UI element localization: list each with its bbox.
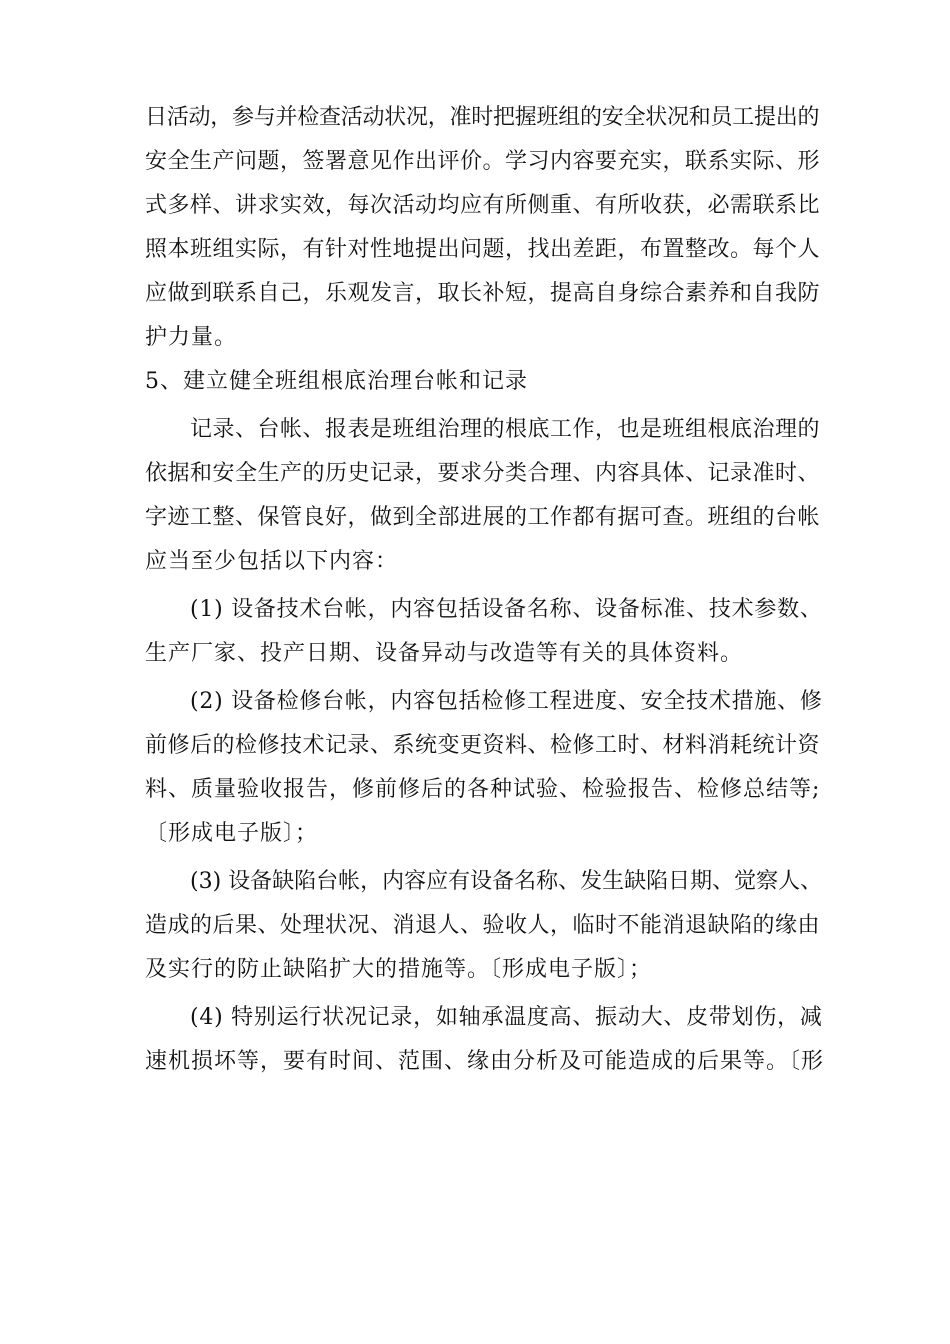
section-heading: 5、建立健全班组根底治理台帐和记录 [145, 369, 528, 394]
paragraph-line: 应当至少包括以下内容： [145, 549, 399, 574]
list-item-line: 速机损坏等，要有时间、范围、缘由分析及可能造成的后果等。〔形 [145, 1049, 825, 1074]
list-item-line: 〔形成电子版〕； [145, 821, 319, 846]
paragraph-line: 护力量。 [145, 325, 238, 350]
paragraph-line: 日活动，参与并检查活动状况，准时把握班组的安全状况和员工提出的 [145, 105, 820, 130]
list-item-line: 料、质量验收报告，修前修后的各种试验、检验报告、检修总结等; [145, 777, 821, 802]
list-item-line: (4) 特别运行状况记录，如轴承温度高、振动大、皮带划伤，减 [190, 1005, 823, 1030]
list-item-line: 及实行的防止缺陷扩大的措施等。〔形成电子版〕； [145, 957, 653, 982]
paragraph-line: 安全生产问题，签署意见作出评价。学习内容要充实，联系实际、形 [145, 149, 821, 174]
list-item-line: 造成的后果、处理状况、消退人、验收人，临时不能消退缺陷的缘由 [145, 913, 821, 938]
paragraph-line: 照本班组实际，有针对性地提出问题，找出差距，布置整改。每个人 [145, 237, 821, 262]
paragraph-line: 字迹工整、保管良好，做到全部进展的工作都有据可查。班组的台帐 [145, 505, 821, 530]
list-item-line: 生产厂家、投产日期、设备异动与改造等有关的具体资料。 [145, 641, 744, 666]
paragraph-line: 依据和安全生产的历史记录，要求分类合理、内容具体、记录准时、 [145, 461, 821, 486]
list-item-line: 前修后的检修技术记录、系统变更资料、检修工时、材料消耗统计资 [145, 733, 821, 758]
list-item-line: (2) 设备检修台帐，内容包括检修工程进度、安全技术措施、修 [190, 689, 823, 714]
list-item-line: (3) 设备缺陷台帐，内容应有设备名称、发生缺陷日期、觉察人、 [190, 869, 823, 894]
paragraph-line: 记录、台帐、报表是班组治理的根底工作，也是班组根底治理的 [190, 417, 821, 442]
paragraph-line: 式多样、讲求实效，每次活动均应有所侧重、有所收获，必需联系比 [145, 193, 821, 218]
paragraph-line: 应做到联系自己，乐观发言，取长补短，提高自身综合素养和自我防 [145, 281, 821, 306]
list-item-line: (1) 设备技术台帐，内容包括设备名称、设备标准、技术参数、 [190, 597, 823, 622]
